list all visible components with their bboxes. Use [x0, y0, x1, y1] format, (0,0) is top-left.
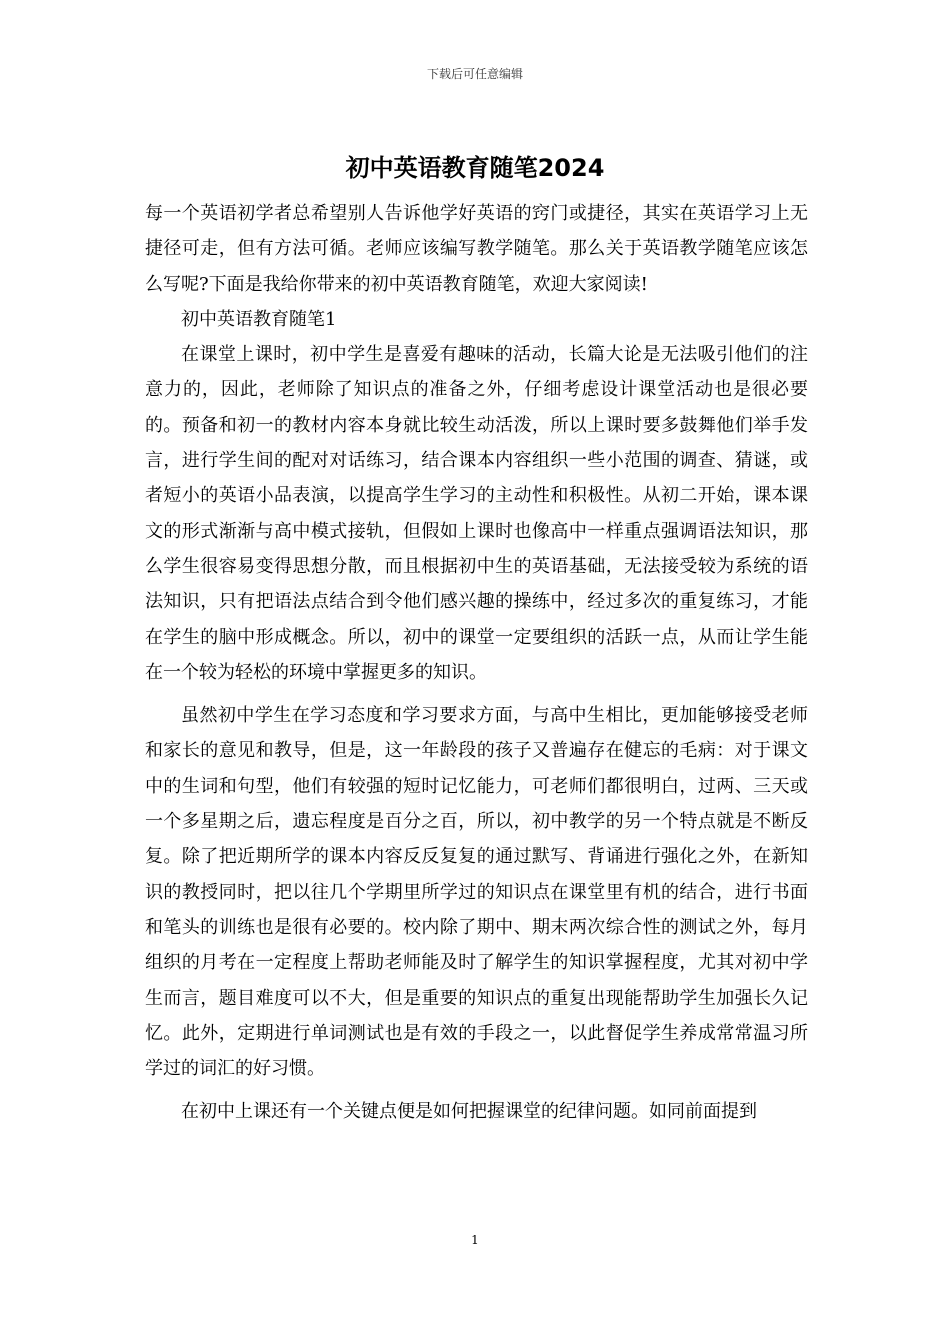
- section-heading: 初中英语教育随笔1: [181, 308, 337, 330]
- document-body: [145, 196, 808, 1130]
- intro-paragraph: 每一个英语初学者总希望别人告诉他学好英语的窍门或捷径，其实在英语学习上无捷径可走，但有方法可循。老师应该编写教学随笔。那么关于英语教学随笔应该怎么写呢?下面是我给你带来的初中英语教育随笔，欢迎大家阅读!: [145, 203, 808, 295]
- body-paragraph-2: 虽然初中学生在学习态度和学习要求方面，与高中生相比，更加能够接受老师和家长的意见和教导，但是，这一年龄段的孩子又普遍存在健忘的毛病：对于课文中的生词和句型，他们有较强的短时记忆能力，可老师们都很明白，过两、三天或一个多星期之后，遗忘程度是百分之百，所以，初中教学的另一个特点就是不断反复。除了把近期所学的课本内容反反复复的通过默写、背诵进行强化之外，在新知识的教授同时，把以往几个学期里所学过的知识点在课堂里有机的结合，进行书面和笔头的训练也是很有必要的。校内除了期中、期末两次综合性的测试之外，每月组织的月考在一定程度上帮助老师能及时了解学生的知识掌握程度，尤其对初中学生而言，题目难度可以不大，但是重要的知识点的重复出现能帮助学生加强长久记忆。此外，定期进行单词测试也是有效的手段之一，以此督促学生养成常常温习所学过的词汇的好习惯。: [145, 705, 808, 1080]
- document-title: 初中英语教育随笔2024: [345, 154, 605, 182]
- page-number: 1: [471, 1233, 479, 1247]
- body-paragraph-3: 在初中上课还有一个关键点便是如何把握课堂的纪律问题。如同前面提到: [181, 1101, 757, 1123]
- page-header-note: 下载后可任意编辑: [426, 67, 523, 81]
- body-paragraph-1: 在课堂上课时，初中学生是喜爱有趣味的活动，长篇大论是无法吸引他们的注意力的，因此，老师除了知识点的准备之外，仔细考虑设计课堂活动也是很必要的。预备和初一的教材内容本身就比较生动活泼，所以上课时要多鼓舞他们举手发言，进行学生间的配对对话练习，结合课本内容组织一些小范围的调查、猜谜，或者短小的英语小品表演，以提高学生学习的主动性和积极性。从初二开始，课本课文的形式渐渐与高中模式接轨，但假如上课时也像高中一样重点强调语法知识，那么学生很容易变得思想分散，而且根据初中生的英语基础，无法接受较为系统的语法知识，只有把语法点结合到令他们感兴趣的操练中，经过多次的重复练习，才能在学生的脑中形成概念。所以，初中的课堂一定要组织的活跃一点，从而让学生能在一个较为轻松的环境中掌握更多的知识。: [145, 344, 808, 683]
